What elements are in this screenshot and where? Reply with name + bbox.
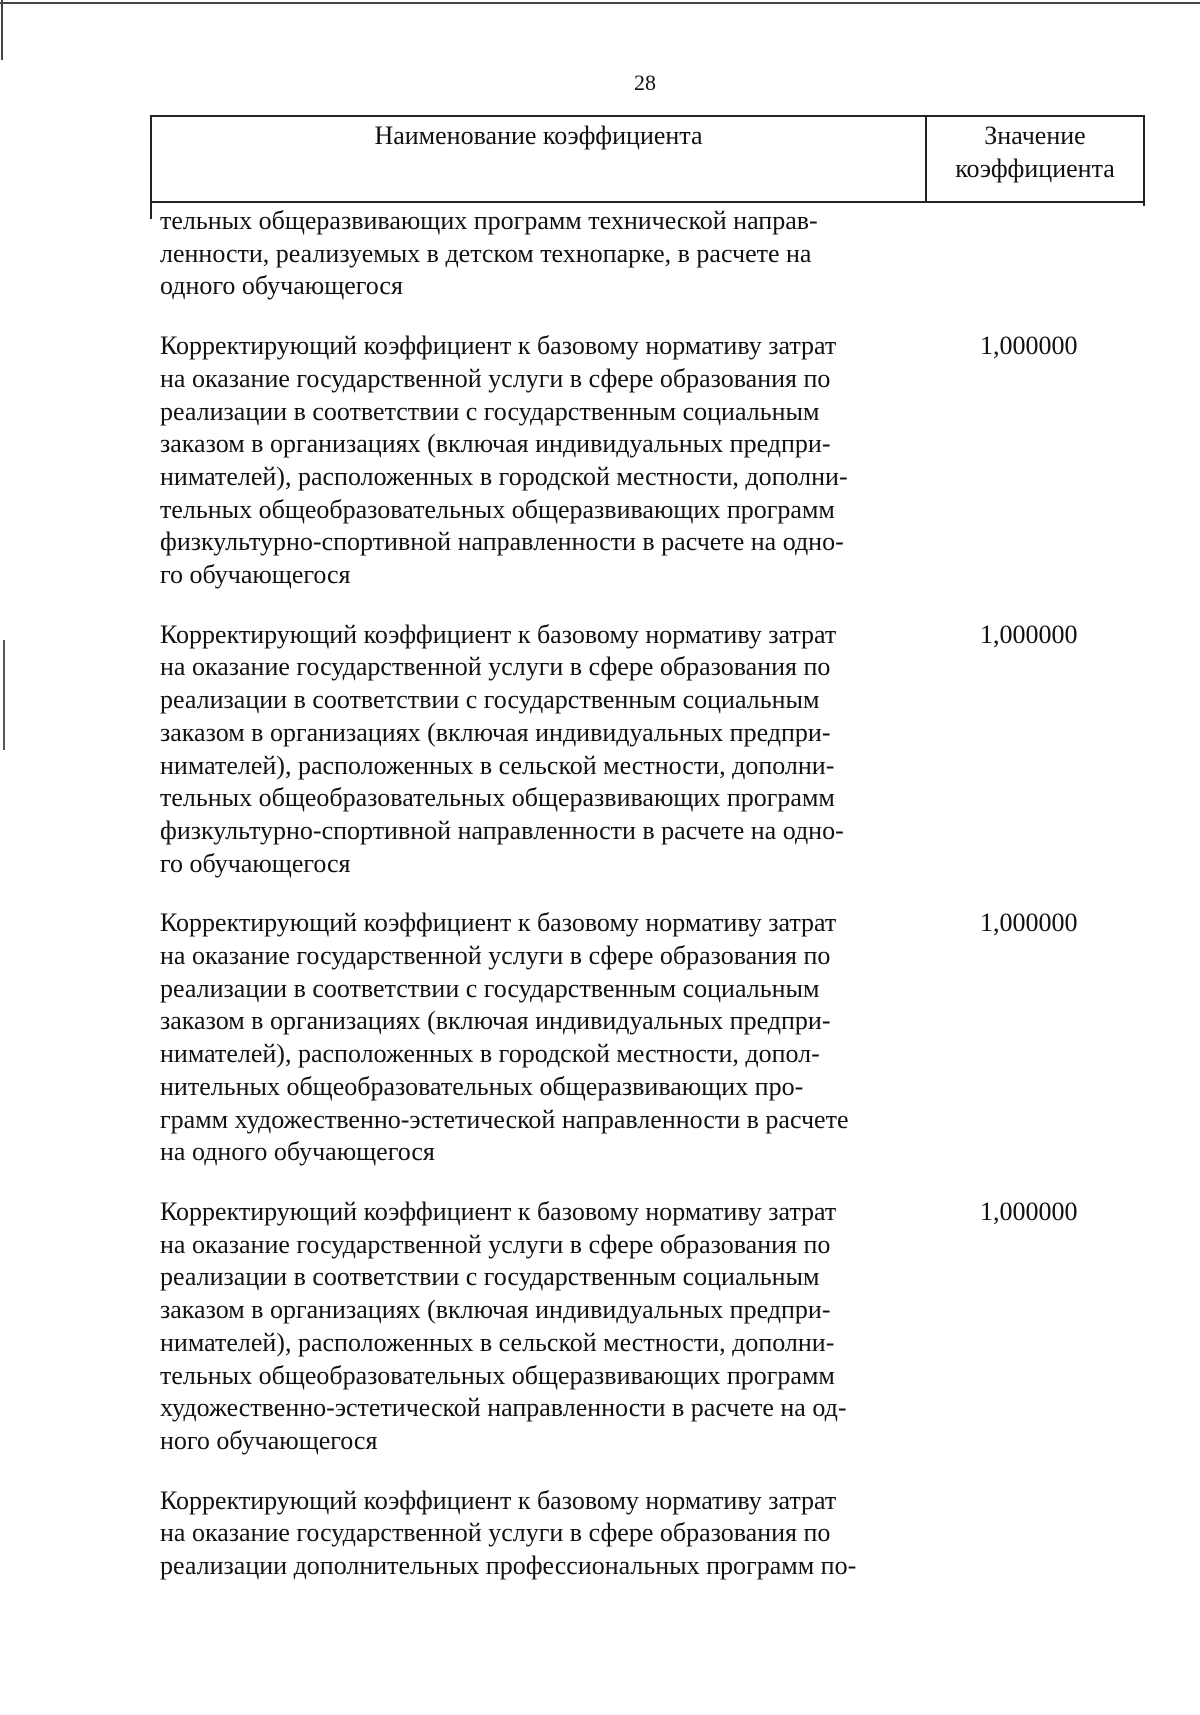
row-text-line: на оказание государственной услуги в сфере образования по — [160, 363, 831, 393]
row-text-line: заказом в организациях (включая индивидуальных предпри- — [160, 717, 831, 747]
row-gap — [160, 303, 920, 330]
header-value-line-2: коэффициента — [955, 154, 1115, 183]
row-text-line: на оказание государственной услуги в сфере образования по — [160, 1518, 831, 1548]
header-value-column — [927, 117, 1143, 201]
row-text-line: на оказание государственной услуги в сфере образования по — [160, 652, 831, 682]
coefficient-value: 1,000000 — [980, 331, 1078, 361]
table-body — [160, 205, 1078, 1583]
row-text-line: нимателей), расположенных в городской местности, дополни- — [160, 461, 848, 491]
row-text-line: ленности, реализуемых в детском технопарке, в расчете на — [160, 238, 812, 268]
row-text-line: тельных общеразвивающих программ технической направ- — [160, 206, 818, 235]
row-text-line: тельных общеобразовательных общеразвивающих программ — [160, 494, 835, 524]
row-text-line: нимателей), расположенных в сельской местности, дополни- — [160, 1327, 835, 1357]
row-text-line: реализации в соответствии с государственным социальным — [160, 396, 820, 426]
row-text-line: на оказание государственной услуги в сфере образования по — [160, 941, 831, 971]
row-text-line: тельных общеобразовательных общеразвивающих программ — [160, 783, 835, 813]
row-text-line: Корректирующий коэффициент к базовому нормативу затрат — [160, 619, 837, 649]
table-row — [160, 1485, 920, 1583]
table-row — [160, 619, 1078, 881]
row-text-line: физкультурно-спортивной направленности в расчете на одно- — [160, 815, 844, 845]
table-row — [160, 907, 1078, 1169]
table-row — [160, 1196, 1078, 1458]
row-gap — [160, 1169, 920, 1196]
row-text-line: Корректирующий коэффициент к базовому нормативу затрат — [160, 331, 837, 361]
row-text-line: физкультурно-спортивной направленности в расчете на одно- — [160, 527, 844, 557]
coefficient-value: 1,000000 — [980, 1196, 1078, 1226]
row-text-line: Корректирующий коэффициент к базовому нормативу затрат — [160, 1485, 837, 1515]
row-gap — [160, 592, 920, 619]
page-number: 28 — [634, 70, 656, 95]
table-row — [160, 205, 920, 303]
table-right-rule — [1143, 201, 1145, 206]
row-text-line: на одного обучающегося — [160, 1137, 435, 1167]
row-text-line: одного обучающегося — [160, 271, 403, 301]
row-text-line: заказом в организациях (включая индивидуальных предпри- — [160, 429, 831, 459]
row-text-line: ного обучающегося — [160, 1425, 378, 1455]
row-gap — [160, 880, 920, 907]
row-text-line: реализации в соответствии с государственным социальным — [160, 1262, 820, 1292]
scan-edge-top — [0, 2, 1200, 4]
row-text-line: художественно-эстетической направленности в расчете на од- — [160, 1393, 847, 1423]
header-value-line-1: Значение — [984, 121, 1086, 150]
row-text-line: нимателей), расположенных в городской местности, допол- — [160, 1039, 820, 1069]
row-text-line: нительных общеобразовательных общеразвивающих про- — [160, 1071, 804, 1101]
table-left-rule — [150, 201, 152, 219]
row-text-line: реализации в соответствии с государственным социальным — [160, 685, 820, 715]
table-row — [160, 330, 1078, 592]
row-gap — [160, 1458, 920, 1485]
scan-edge-left — [1, 0, 3, 60]
coefficient-value: 1,000000 — [980, 619, 1078, 649]
row-text-line: го обучающегося — [160, 560, 351, 590]
row-text-line: реализации в соответствии с государственным социальным — [160, 973, 820, 1003]
row-text-line: нимателей), расположенных в сельской местности, дополни- — [160, 750, 835, 780]
coefficient-value: 1,000000 — [980, 908, 1078, 938]
row-text-line: Корректирующий коэффициент к базовому нормативу затрат — [160, 908, 837, 938]
scan-edge-left-mark — [3, 640, 5, 750]
row-text-line: тельных общеобразовательных общеразвивающих программ — [160, 1360, 835, 1390]
row-text-line: Корректирующий коэффициент к базовому нормативу затрат — [160, 1196, 837, 1226]
row-text-line: заказом в организациях (включая индивидуальных предпри- — [160, 1295, 831, 1325]
header-name-column: Наименование коэффициента — [152, 117, 927, 201]
row-text-line: грамм художественно-эстетической направленности в расчете — [160, 1104, 849, 1134]
row-text-line: реализации дополнительных профессиональных программ по- — [160, 1551, 857, 1581]
row-text-line: заказом в организациях (включая индивидуальных предпри- — [160, 1006, 831, 1036]
row-text-line: го обучающегося — [160, 848, 351, 878]
row-text-line: на оказание государственной услуги в сфере образования по — [160, 1229, 831, 1259]
table-header — [150, 115, 1145, 203]
